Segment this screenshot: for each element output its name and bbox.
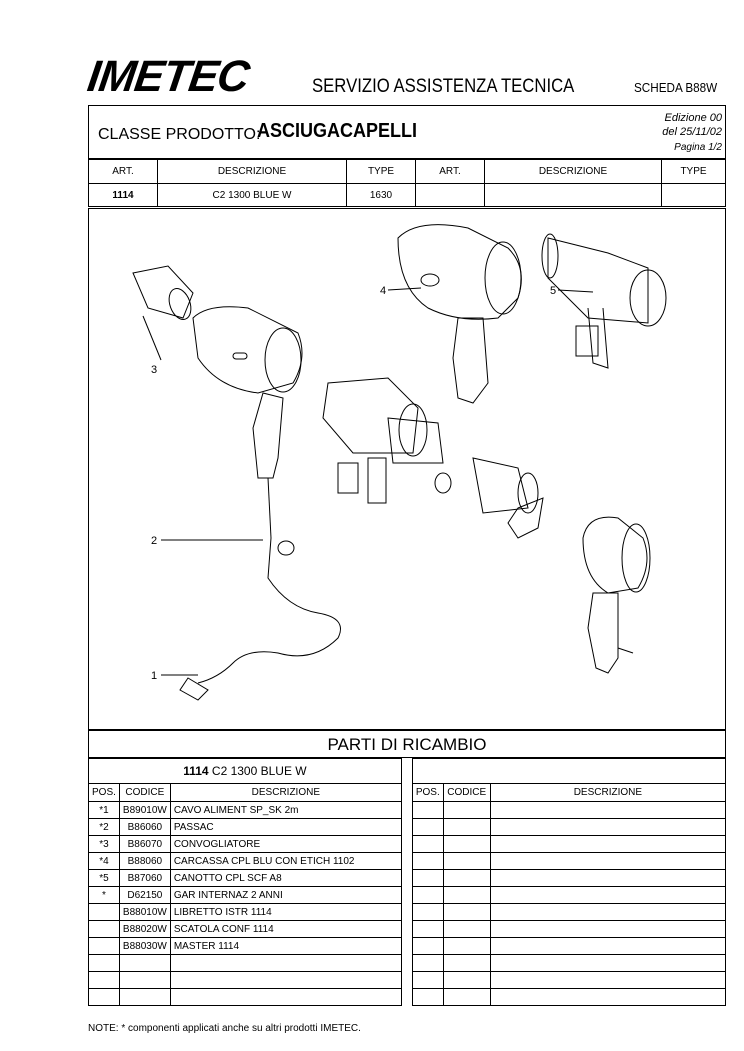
pos-cell — [89, 938, 120, 955]
concentrator-nozzle-part — [133, 266, 195, 322]
code-cell-right — [443, 921, 490, 938]
description-cell — [170, 955, 401, 972]
table-row — [89, 904, 726, 921]
pos-cell-right — [412, 819, 443, 836]
table-row — [89, 972, 726, 989]
description-cell-right — [490, 870, 725, 887]
code-cell: B88060 — [119, 853, 170, 870]
page-title: SERVIZIO ASSISTENZA TECNICA — [312, 76, 575, 97]
description-cell — [170, 989, 401, 1006]
parts-model-code: 1114 — [183, 764, 209, 778]
classe-value: ASCIUGACAPELLI — [257, 120, 418, 142]
parts-table — [88, 758, 726, 1006]
code-cell-right — [443, 836, 490, 853]
col-header: POS. — [89, 784, 120, 802]
code-cell: B86060 — [119, 819, 170, 836]
callout-3: 3 — [151, 364, 158, 376]
callout-2: 2 — [151, 535, 158, 547]
code-cell — [119, 955, 170, 972]
pos-cell-right — [412, 955, 443, 972]
code-cell-right — [443, 955, 490, 972]
description-cell-right — [490, 921, 725, 938]
pos-cell — [89, 989, 120, 1006]
pos-cell: * — [89, 887, 120, 904]
code-cell: B88030W — [119, 938, 170, 955]
column-gap — [401, 972, 412, 989]
column-gap — [401, 989, 412, 1006]
code-cell-right — [443, 870, 490, 887]
power-cord-part — [180, 478, 341, 700]
code-cell-right — [443, 853, 490, 870]
callout-5: 5 — [550, 285, 557, 297]
column-gap — [401, 759, 412, 784]
product-type-2 — [662, 184, 726, 207]
column-gap — [401, 921, 412, 938]
table-row — [89, 938, 726, 955]
code-cell: B86070 — [119, 836, 170, 853]
col-header: CODICE — [443, 784, 490, 802]
table-row — [89, 989, 726, 1006]
code-cell-right — [443, 989, 490, 1006]
pos-cell: *5 — [89, 870, 120, 887]
table-row — [89, 870, 726, 887]
pos-cell-right — [412, 972, 443, 989]
product-type: 1630 — [347, 184, 416, 207]
column-gap — [401, 887, 412, 904]
table-row — [89, 955, 726, 972]
description-cell — [170, 972, 401, 989]
edizione-date: del 25/11/02 — [662, 126, 722, 138]
pos-cell: *3 — [89, 836, 120, 853]
col-header: DESCRIZIONE — [485, 160, 662, 184]
table-row — [89, 836, 726, 853]
table-row — [89, 887, 726, 904]
column-gap — [401, 836, 412, 853]
pos-cell-right — [412, 870, 443, 887]
table-row — [89, 853, 726, 870]
exploded-view-drawing — [88, 208, 726, 730]
pos-cell-right — [412, 887, 443, 904]
col-header: DESCRIZIONE — [158, 160, 347, 184]
column-gap — [401, 784, 412, 802]
code-cell — [119, 989, 170, 1006]
description-cell: CANOTTO CPL SCF A8 — [170, 870, 401, 887]
pos-cell — [89, 921, 120, 938]
code-cell-right — [443, 802, 490, 819]
description-cell: SCATOLA CONF 1114 — [170, 921, 401, 938]
column-gap — [401, 955, 412, 972]
product-desc: C2 1300 BLUE W — [158, 184, 347, 207]
description-cell-right — [490, 989, 725, 1006]
col-header: DESCRIZIONE — [170, 784, 401, 802]
callout-1: 1 — [151, 670, 158, 682]
parts-model-name: C2 1300 BLUE W — [211, 764, 307, 778]
column-gap — [401, 904, 412, 921]
column-gap — [401, 853, 412, 870]
pos-cell-right — [412, 802, 443, 819]
description-cell-right — [490, 904, 725, 921]
pos-cell-right — [412, 989, 443, 1006]
code-cell: B89010W — [119, 802, 170, 819]
col-header: POS. — [412, 784, 443, 802]
motor-tube-part — [542, 234, 666, 368]
product-table — [88, 159, 726, 207]
code-cell-right — [443, 904, 490, 921]
col-header: TYPE — [662, 160, 726, 184]
hairdryer-body-part — [193, 307, 302, 478]
pos-cell-right — [412, 836, 443, 853]
code-cell: D62150 — [119, 887, 170, 904]
code-cell-right — [443, 887, 490, 904]
code-cell: B88020W — [119, 921, 170, 938]
pos-cell: *1 — [89, 802, 120, 819]
description-cell-right — [490, 955, 725, 972]
description-cell: CAVO ALIMENT SP_SK 2m — [170, 802, 401, 819]
column-gap — [401, 870, 412, 887]
pos-cell: *4 — [89, 853, 120, 870]
pos-cell-right — [412, 938, 443, 955]
product-art: 1114 — [89, 184, 158, 207]
description-cell-right — [490, 853, 725, 870]
product-desc-2 — [485, 184, 662, 207]
description-cell-right — [490, 938, 725, 955]
product-art-2 — [416, 184, 485, 207]
code-cell-right — [443, 972, 490, 989]
pos-cell — [89, 904, 120, 921]
description-cell: GAR INTERNAZ 2 ANNI — [170, 887, 401, 904]
description-cell-right — [490, 802, 725, 819]
code-cell: B87060 — [119, 870, 170, 887]
pos-cell: *2 — [89, 819, 120, 836]
parts-section-title: PARTI DI RICAMBIO — [88, 730, 726, 758]
pos-cell-right — [412, 853, 443, 870]
col-header: TYPE — [347, 160, 416, 184]
parts-model-cell — [89, 759, 402, 784]
table-row — [89, 819, 726, 836]
code-cell — [119, 972, 170, 989]
column-gap — [401, 802, 412, 819]
description-cell-right — [490, 972, 725, 989]
description-cell: CARCASSA CPL BLU CON ETICH 1102 — [170, 853, 401, 870]
pos-cell — [89, 972, 120, 989]
scheda-code: SCHEDA B88W — [634, 80, 718, 95]
code-cell-right — [443, 938, 490, 955]
footnote: NOTE: * componenti applicati anche su altri prodotti IMETEC. — [88, 1023, 361, 1034]
table-row — [89, 802, 726, 819]
assembled-hairdryer-part — [398, 225, 521, 403]
col-header: ART. — [416, 160, 485, 184]
edizione: Edizione 00 — [664, 112, 722, 124]
table-row — [89, 921, 726, 938]
callout-4: 4 — [380, 285, 387, 297]
pos-cell-right — [412, 921, 443, 938]
alternate-hairdryer-part — [583, 517, 650, 673]
heater-and-fan-parts — [323, 378, 543, 538]
description-cell: MASTER 1114 — [170, 938, 401, 955]
description-cell-right — [490, 819, 725, 836]
code-cell-right — [443, 819, 490, 836]
description-cell-right — [490, 887, 725, 904]
column-gap — [401, 819, 412, 836]
col-header: CODICE — [119, 784, 170, 802]
column-gap — [401, 938, 412, 955]
brand-logo: IMETEC — [84, 52, 252, 101]
parts-model-cell-right — [412, 759, 725, 784]
description-cell: CONVOGLIATORE — [170, 836, 401, 853]
description-cell: LIBRETTO ISTR 1114 — [170, 904, 401, 921]
col-header: DESCRIZIONE — [490, 784, 725, 802]
description-cell-right — [490, 836, 725, 853]
pos-cell-right — [412, 904, 443, 921]
col-header: ART. — [89, 160, 158, 184]
pos-cell — [89, 955, 120, 972]
description-cell: PASSAC — [170, 819, 401, 836]
page-number: Pagina 1/2 — [674, 142, 722, 153]
classe-label: CLASSE PRODOTTO: — [98, 126, 261, 143]
code-cell: B88010W — [119, 904, 170, 921]
